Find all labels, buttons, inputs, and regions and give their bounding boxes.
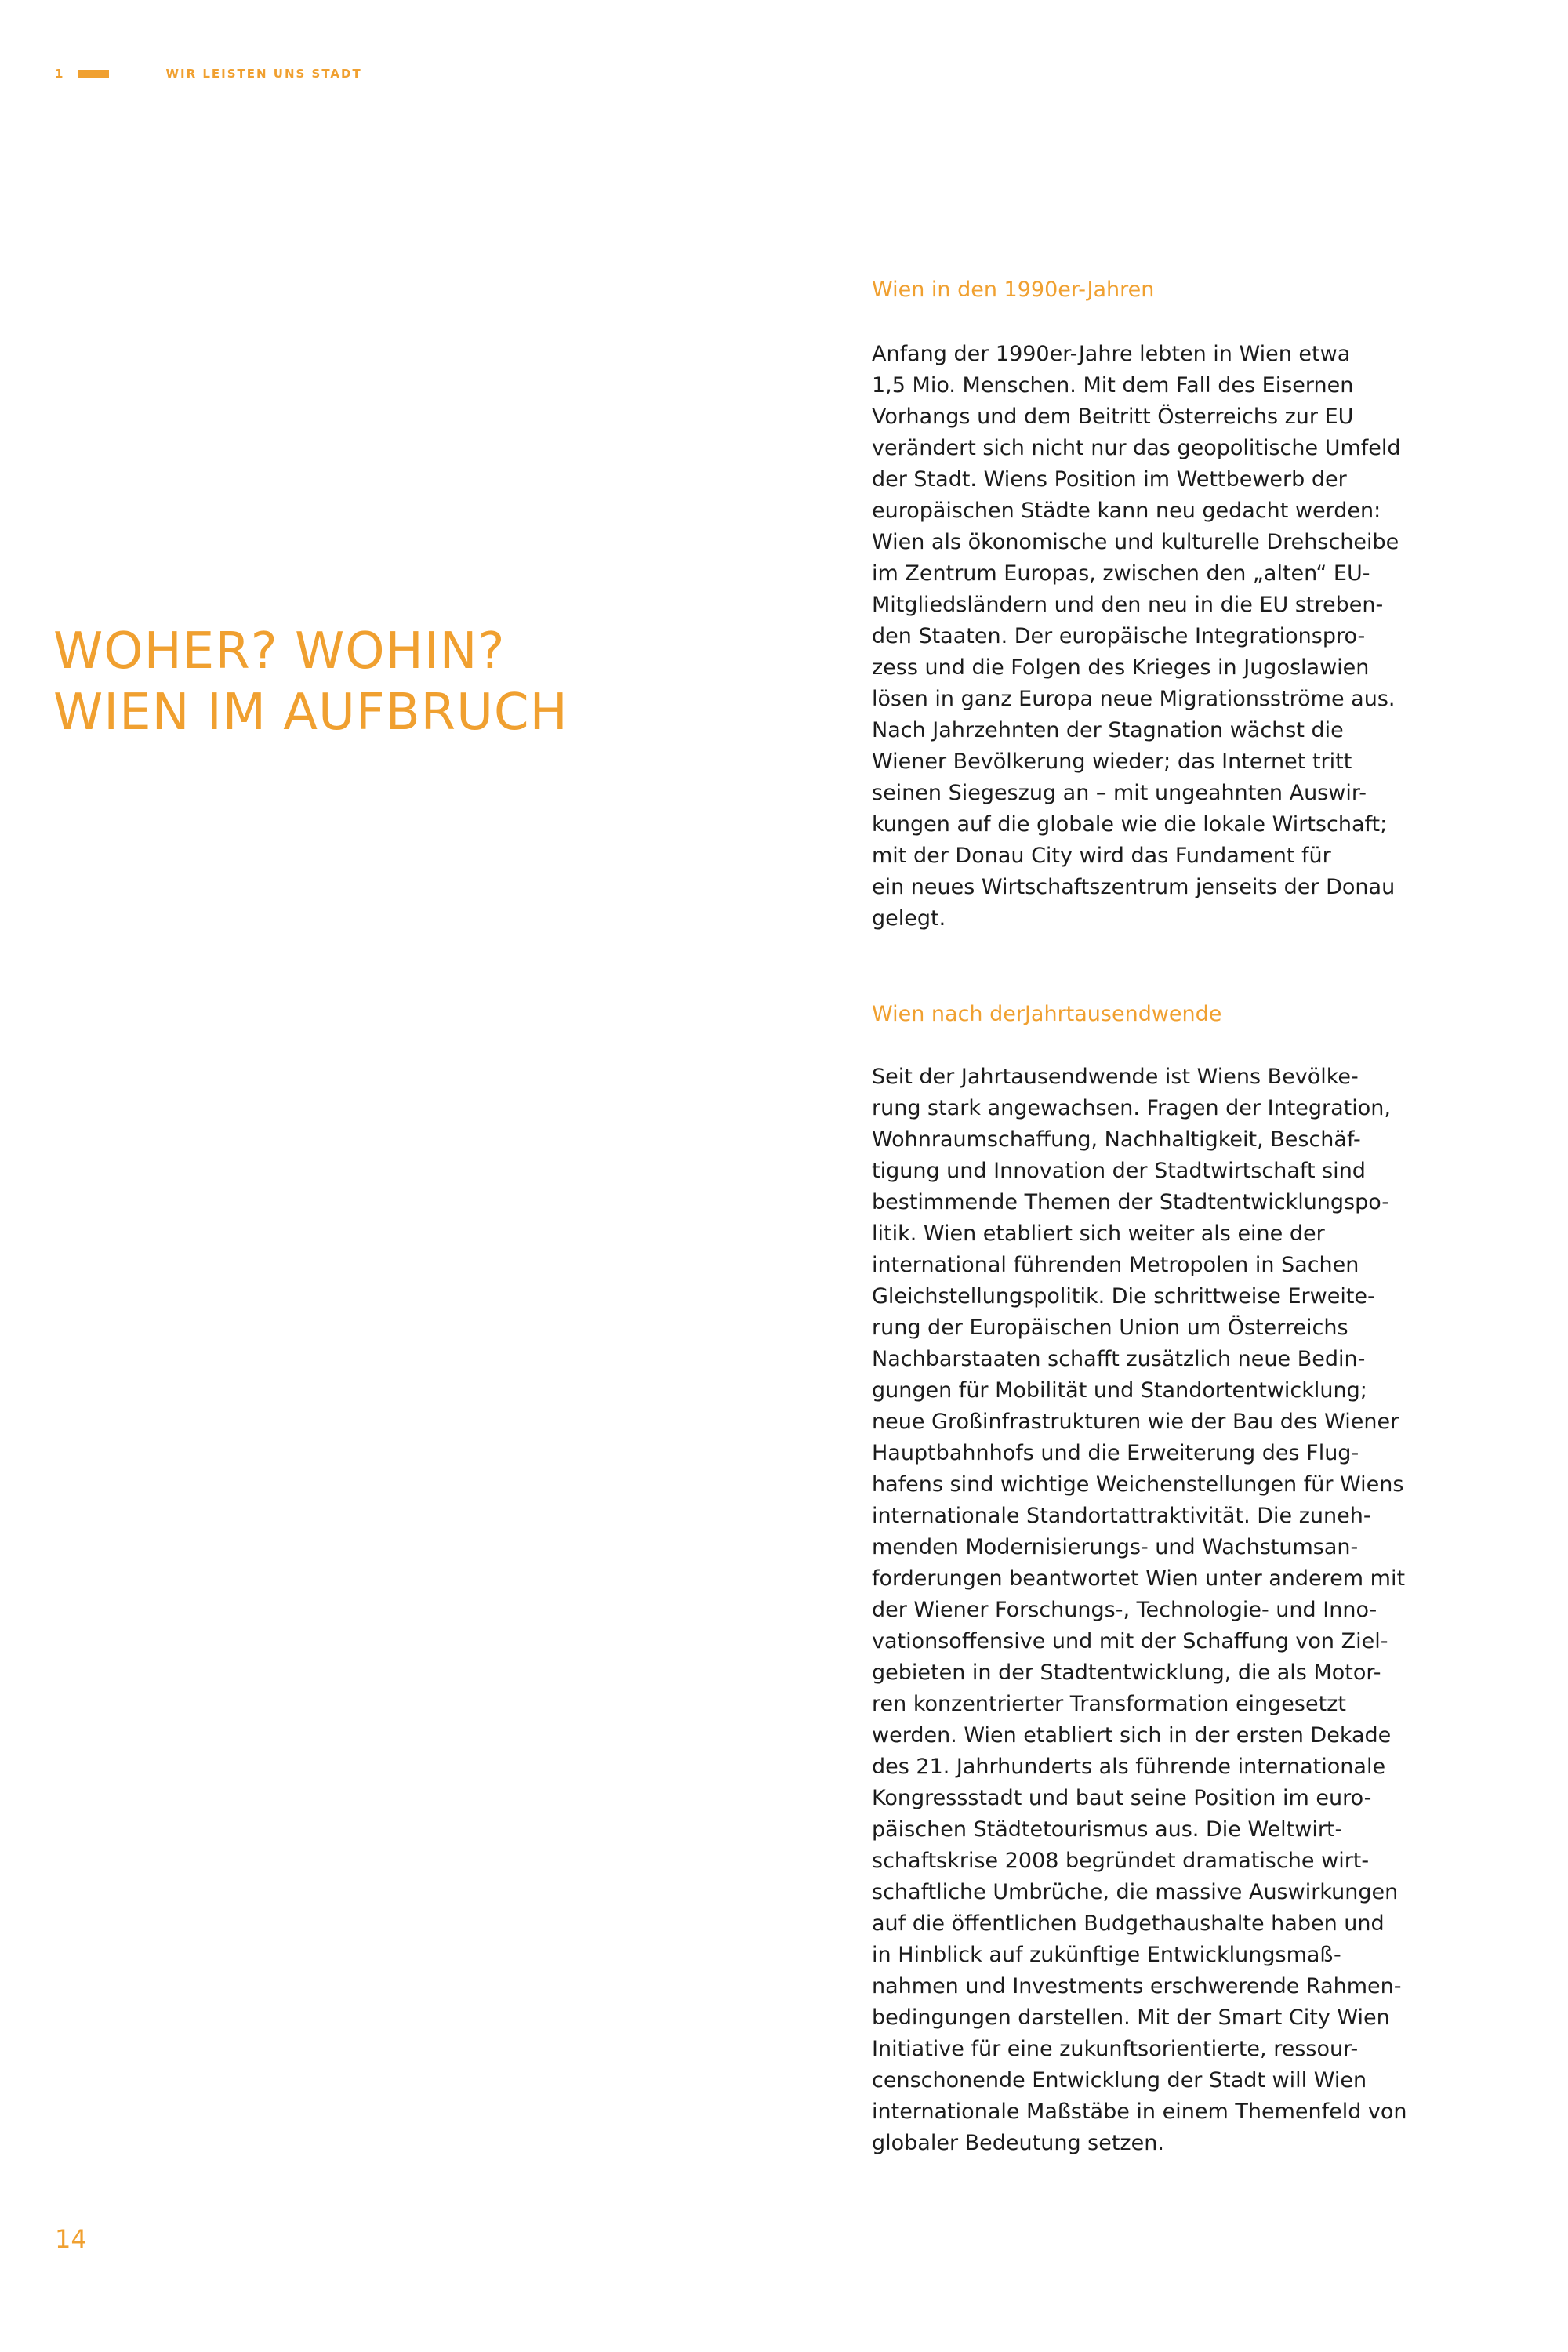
text-line: verändert sich nicht nur das geopolitische Umfeld [872,436,1401,460]
text-line: neue Großinfrastrukturen wie der Bau des Wiener [872,1410,1399,1434]
text-line: rung stark angewachsen. Fragen der Integration, [872,1096,1391,1120]
text-line: ein neues Wirtschaftszentrum jenseits der Donau [872,875,1396,899]
text-line: Wiener Bevölkerung wieder; das Internet tritt [872,750,1352,774]
section-2-heading-block [872,999,1436,1030]
text-line: censchonende Entwicklung der Stadt will Wien [872,2068,1367,2092]
text-line: Vorhangs und dem Beitritt Österreichs zur EU [872,405,1354,429]
text-line: bestimmende Themen der Stadtentwicklungspo- [872,1190,1390,1214]
text-line: Initiative für eine zukunftsorientierte, ressour- [872,2037,1359,2061]
text-line: päischen Städtetourismus aus. Die Weltwirt- [872,1817,1343,1842]
page-number: 14 [55,2224,87,2254]
text-line: rung der Europäischen Union um Österreichs [872,1316,1348,1340]
section-2-paragraph [872,1062,1436,2159]
text-line: der Wiener Forschungs-, Technologie- und Inno- [872,1598,1377,1622]
section-1-body [872,339,1436,935]
chapter-marker-bar [78,70,109,78]
text-line: Nach Jahrzehnten der Stagnation wächst die [872,718,1344,742]
text-line: gebieten in der Stadtentwicklung, die als Motor- [872,1661,1381,1685]
text-line: internationale Maßstäbe in einem Themenfeld von [872,2100,1407,2124]
text-line: Hauptbahnhofs und die Erweiterung des Flug- [872,1441,1359,1465]
text-line: im Zentrum Europas, zwischen den „alten“ EU- [872,561,1370,586]
section-1-paragraph [872,339,1436,935]
text-line: vationsoffensive und mit der Schaffung von Ziel- [872,1629,1388,1653]
text-line: internationale Standortattraktivität. Die zuneh- [872,1504,1371,1528]
text-line: international führenden Metropolen in Sachen [872,1253,1359,1277]
chapter-number: 1 [55,67,64,81]
section-1-heading-block [872,274,1436,306]
text-line: Wohnraumschaffung, Nachhaltigkeit, Beschäf- [872,1127,1361,1152]
text-line: bedingungen darstellen. Mit der Smart City Wien [872,2005,1390,2030]
running-header [55,66,362,82]
text-line: europäischen Städte kann neu gedacht werden: [872,499,1381,523]
page-title [53,621,759,743]
text-line: hafens sind wichtige Weichenstellungen für Wiens [872,1472,1404,1497]
text-line: menden Modernisierungs- und Wachstumsan- [872,1535,1359,1559]
text-line: lösen in ganz Europa neue Migrationsströme aus. [872,687,1396,711]
text-line: tigung und Innovation der Stadtwirtschaft sind [872,1159,1366,1183]
text-line: gelegt. [872,906,946,931]
section-2-heading: Wien nach derJahrtausendwende [872,1002,1222,1026]
text-line: schaftskrise 2008 begründet dramatische wirt- [872,1849,1370,1873]
text-line: den Staaten. Der europäische Integrationspro- [872,624,1366,648]
text-line: litik. Wien etabliert sich weiter als eine der [872,1221,1325,1246]
text-line: seinen Siegeszug an – mit ungeahnten Auswir- [872,781,1367,805]
text-line: schaftliche Umbrüche, die massive Auswirkungen [872,1880,1399,1904]
page-title-line-1: WOHER? WOHIN? [53,622,506,681]
text-line: Mitgliedsländern und den neu in die EU streben- [872,593,1384,617]
text-line: in Hinblick auf zukünftige Entwicklungsmaß- [872,1943,1341,1967]
text-line: Kongressstadt und baut seine Position im euro- [872,1786,1372,1810]
text-line: der Stadt. Wiens Position im Wettbewerb der [872,467,1347,492]
text-line: nahmen und Investments erschwerende Rahmen- [872,1974,1402,1998]
text-line: Seit der Jahrtausendwende ist Wiens Bevölke- [872,1065,1359,1089]
text-line: Nachbarstaaten schafft zusätzlich neue Bedin- [872,1347,1366,1371]
text-line: des 21. Jahrhunderts als führende internationale [872,1755,1386,1779]
text-line: kungen auf die globale wie die lokale Wirtschaft; [872,812,1388,837]
text-line: 1,5 Mio. Menschen. Mit dem Fall des Eisernen [872,373,1354,397]
text-line: zess und die Folgen des Krieges in Jugoslawien [872,655,1370,680]
text-line: auf die öffentlichen Budgethaushalte haben und [872,1911,1385,1936]
section-2-body [872,1062,1436,2159]
text-line: Wien als ökonomische und kulturelle Drehscheibe [872,530,1399,554]
text-line: Anfang der 1990er-Jahre lebten in Wien etwa [872,342,1351,366]
chapter-title: WIR LEISTEN UNS STADT [165,67,362,81]
text-line: forderungen beantwortet Wien unter anderem mit [872,1566,1406,1591]
page-title-line-2: WIEN IM AUFBRUCH [53,684,568,742]
text-line: Gleichstellungspolitik. Die schrittweise Erweite- [872,1284,1375,1308]
text-line: werden. Wien etabliert sich in der ersten Dekade [872,1723,1392,1748]
text-line: mit der Donau City wird das Fundament für [872,844,1331,868]
text-line: ren konzentrierter Transformation eingesetzt [872,1692,1346,1716]
text-line: globaler Bedeutung setzen. [872,2131,1164,2155]
text-line: gungen für Mobilität und Standortentwicklung; [872,1378,1367,1403]
section-1-heading: Wien in den 1990er-Jahren [872,278,1155,302]
